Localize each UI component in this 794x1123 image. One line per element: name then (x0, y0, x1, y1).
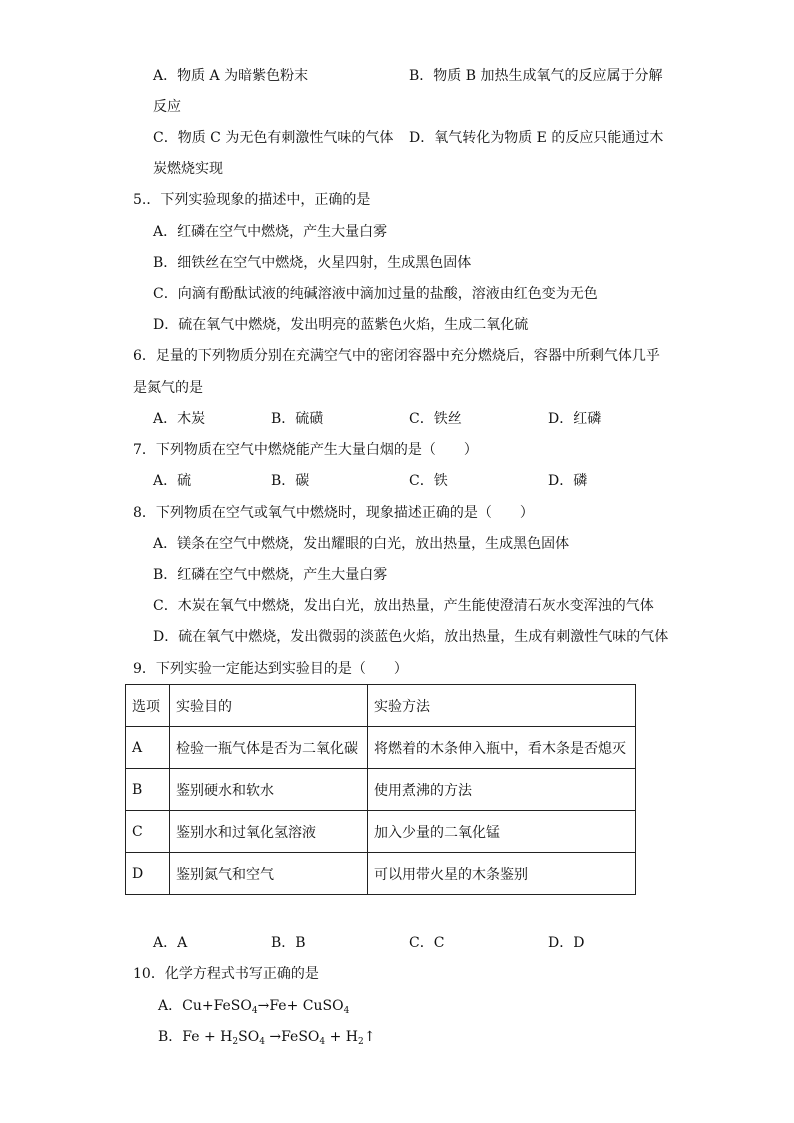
q4-option-b-continued: 反应 (153, 99, 181, 115)
q4-option-b: B．物质 B 加热生成氧气的反应属于分解 (409, 68, 663, 84)
equation-text: B．Fe + H (158, 1029, 233, 1045)
table-cell: B (126, 769, 170, 811)
table-cell: 加入少量的二氧化锰 (368, 811, 636, 853)
subscript: 2 (232, 1037, 239, 1047)
q4-option-d: D．氧气转化为物质 E 的反应只能通过木 (409, 130, 664, 146)
q4-option-a: A．物质 A 为暗紫色粉末 (153, 68, 309, 84)
q9-table (125, 684, 636, 895)
subscript: 2 (357, 1037, 364, 1047)
q7-stem: 7．下列物质在空气中燃烧能产生大量白烟的是（ ） (133, 442, 478, 458)
table-header-cell: 选项 (126, 685, 170, 727)
table-header-cell: 实验方法 (368, 685, 636, 727)
table-cell: D (126, 853, 170, 895)
q4-option-c: C．物质 C 为无色有刺激性气味的气体 (153, 130, 394, 146)
q9-option-c: C．C (409, 935, 445, 951)
q7-option-c: C．铁 (409, 473, 448, 489)
subscript: 4 (251, 1006, 258, 1016)
q7-option-a: A．硫 (153, 473, 192, 489)
table-row (126, 853, 636, 895)
equation-text: A．Cu+FeSO (158, 998, 252, 1014)
table-header-row (126, 685, 636, 727)
q8-option-d: D．硫在氧气中燃烧，发出微弱的淡蓝色火焰，放出热量，生成有刺激性气味的气体 (153, 629, 669, 645)
q6-stem: 6．足量的下列物质分别在充满空气中的密闭容器中充分燃烧后，容器中所剩气体几乎 (133, 348, 660, 364)
q10-option-a (158, 996, 349, 1016)
table-cell: 可以用带火星的木条鉴别 (368, 853, 636, 895)
table-cell: A (126, 727, 170, 769)
q8-option-a: A．镁条在空气中燃烧，发出耀眼的白光，放出热量，生成黑色固体 (153, 536, 570, 552)
q5-option-a: A．红磷在空气中燃烧，产生大量白雾 (153, 224, 388, 240)
table-row (126, 769, 636, 811)
q6-option-b: B．硫磺 (271, 411, 324, 427)
table-cell: 鉴别氮气和空气 (170, 853, 368, 895)
table-cell: C (126, 811, 170, 853)
equation-text: →FeSO (264, 1029, 320, 1045)
q10-stem: 10．化学方程式书写正确的是 (133, 966, 319, 982)
q5-option-d: D．硫在氧气中燃烧，发出明亮的蓝紫色火焰，生成二氧化硫 (153, 317, 529, 333)
table-cell: 鉴别硬水和软水 (170, 769, 368, 811)
q9-option-b: B．B (271, 935, 306, 951)
q5-option-b: B．细铁丝在空气中燃烧，火星四射，生成黑色固体 (153, 255, 472, 271)
q8-option-c: C．木炭在氧气中燃烧，发出白光，放出热量，产生能使澄清石灰水变浑浊的气体 (153, 598, 654, 614)
q8-option-b: B．红磷在空气中燃烧，产生大量白雾 (153, 567, 388, 583)
subscript: 4 (319, 1037, 326, 1047)
q7-option-d: D．磷 (548, 473, 588, 489)
equation-text: + H (325, 1029, 358, 1045)
table-cell: 检验一瓶气体是否为二氧化碳 (170, 727, 368, 769)
q6-stem-continued: 是氮气的是 (133, 380, 203, 396)
table-cell: 使用煮沸的方法 (368, 769, 636, 811)
q5-stem: 5.．下列实验现象的描述中，正确的是 (133, 192, 371, 208)
table-cell: 鉴别水和过氧化氢溶液 (170, 811, 368, 853)
subscript: 4 (259, 1037, 265, 1047)
equation-text: SO (238, 1029, 260, 1045)
table-cell: 将燃着的木条伸入瓶中，看木条是否熄灭 (368, 727, 636, 769)
q9-stem: 9．下列实验一定能达到实验目的是（ ） (133, 661, 408, 677)
table-row (126, 811, 636, 853)
equation-text: →Fe+ CuSO (257, 998, 344, 1014)
q10-option-b (158, 1027, 375, 1047)
q4-option-d-continued: 炭燃烧实现 (153, 161, 223, 177)
equation-text: ↑ (363, 1029, 376, 1045)
q7-option-b: B．碳 (271, 473, 310, 489)
q9-option-d: D．D (548, 935, 585, 951)
q6-option-a: A．木炭 (153, 411, 206, 427)
q8-stem: 8．下列物质在空气或氧气中燃烧时，现象描述正确的是（ ） (133, 505, 534, 521)
q6-option-d: D．红磷 (548, 411, 602, 427)
table-header-cell: 实验目的 (170, 685, 368, 727)
table-row (126, 727, 636, 769)
q5-option-c: C．向滴有酚酞试液的纯碱溶液中滴加过量的盐酸，溶液由红色变为无色 (153, 286, 598, 302)
subscript: 4 (343, 1006, 350, 1016)
q6-option-c: C．铁丝 (409, 411, 462, 427)
q9-option-a: A．A (153, 935, 188, 951)
